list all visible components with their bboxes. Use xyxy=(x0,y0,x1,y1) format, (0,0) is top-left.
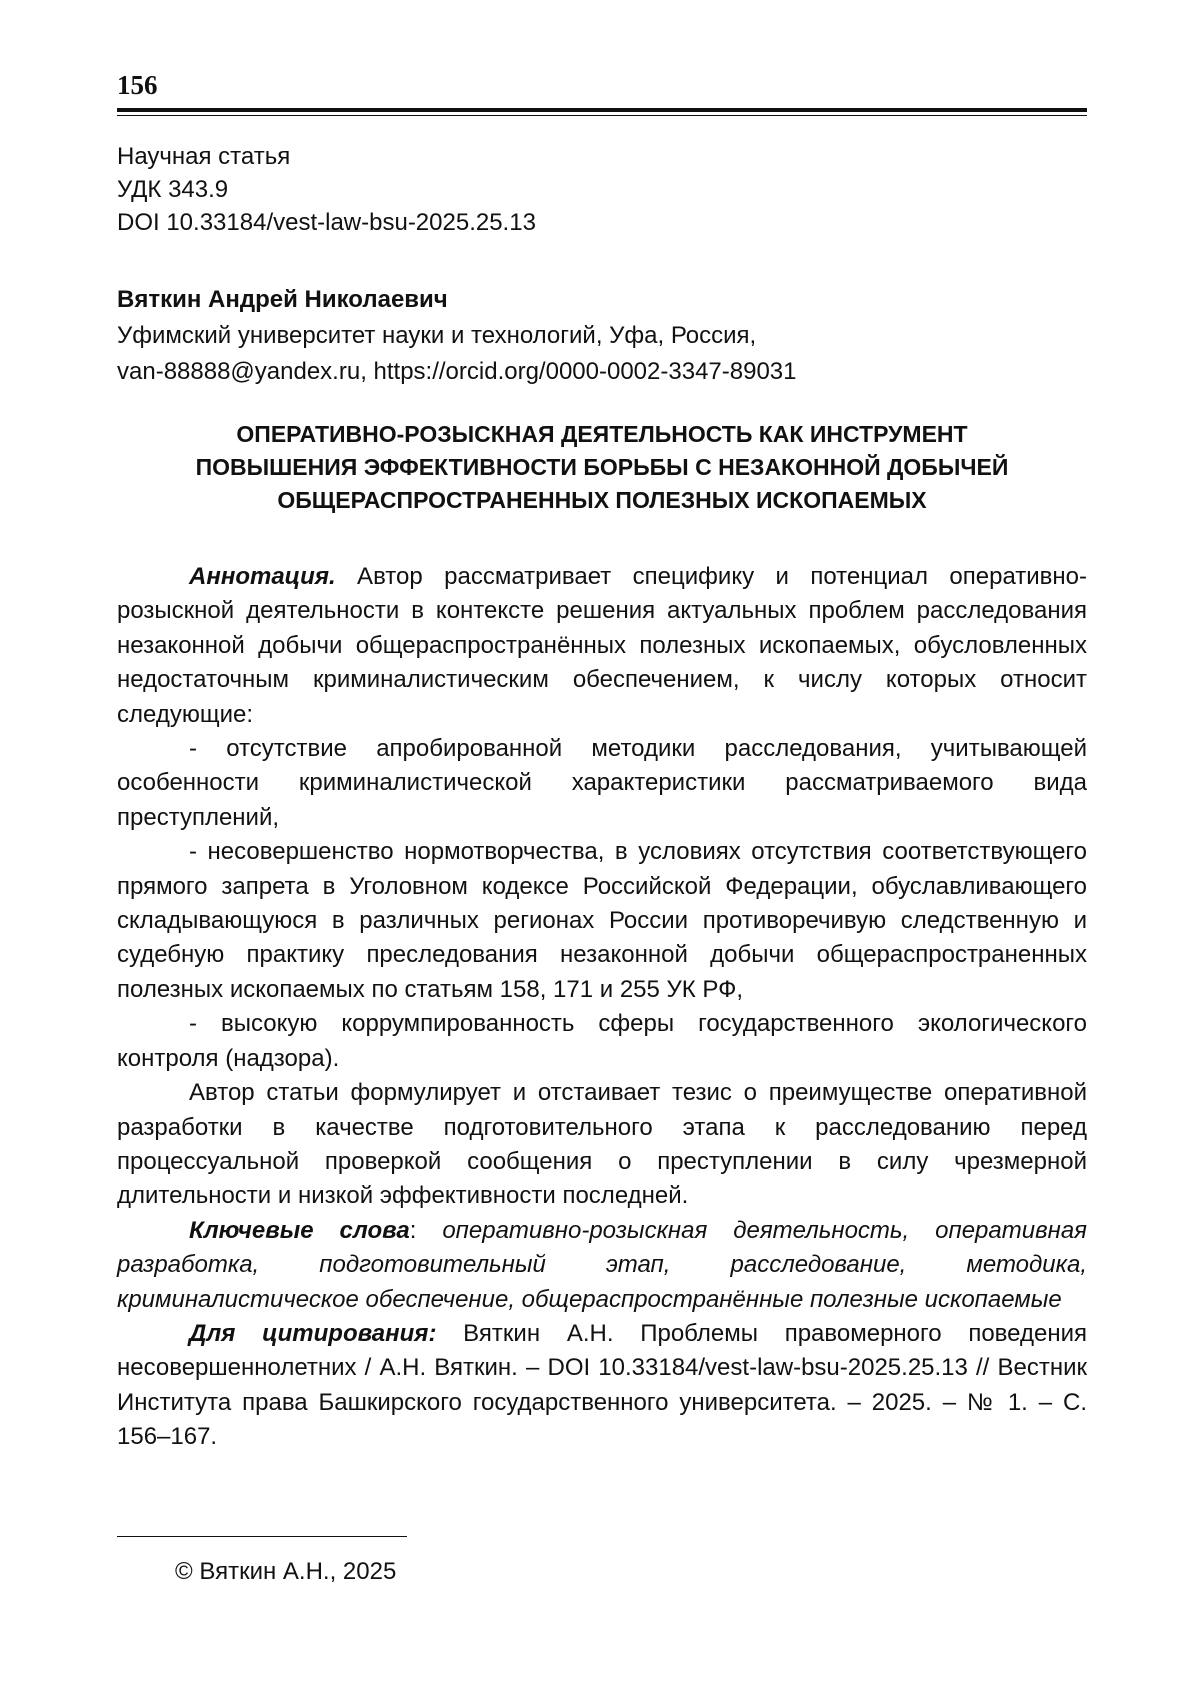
udc-code: УДК 343.9 xyxy=(117,176,229,203)
author-affiliation: Уфимский университет науки и технологий, Уфа, Россия, xyxy=(117,322,757,349)
doi: DOI 10.33184/vest-law-bsu-2025.25.13 xyxy=(117,209,536,236)
title-line: ОПЕРАТИВНО-РОЗЫСКНАЯ ДЕЯТЕЛЬНОСТЬ КАК ИНСТРУМЕНТ xyxy=(236,421,968,447)
copyright-footnote: © Вяткин А.Н., 2025 xyxy=(175,1558,397,1585)
article-meta xyxy=(117,140,536,239)
keywords xyxy=(117,1214,1087,1317)
abstract-item: - несовершенство нормотворчества, в условиях отсутствия соответствующего прямого запрета в Уголовном кодексе Российской Федерации, обуславливающего складывающуюся в различных регионах России противоречивую следственную и судебную практику преследования незаконной добычи общераспространенных полезных ископаемых по статьям 158, 171 и 255 УК РФ, xyxy=(117,838,1087,1003)
abstract-intro xyxy=(117,560,1087,732)
author-name: Вяткин Андрей Николаевич xyxy=(117,286,448,313)
abstract-item: - отсутствие апробированной методики расследования, учитывающей особенности криминалистической характеристики рассматриваемого вида преступлений, xyxy=(117,735,1087,831)
header-rule-thin xyxy=(117,115,1087,116)
header-rule-thick xyxy=(117,108,1087,112)
keywords-separator: : xyxy=(409,1216,417,1244)
author-contacts: van-88888@yandex.ru, https://orcid.org/0000-0002-3347-89031 xyxy=(117,358,797,385)
citation-text: Вяткин А.Н. Проблемы правомерного поведения несовершеннолетних / А.Н. Вяткин. – DOI 10.33184/vest-law-bsu-2025.25.13 // Вестник Института права Башкирского государственного университета. – 2025. – № 1. – С. 156–167. xyxy=(117,1319,1087,1451)
page-number: 156 xyxy=(117,70,158,100)
footnote-rule xyxy=(117,1536,407,1537)
title-line: ПОВЫШЕНИЯ ЭФФЕКТИВНОСТИ БОРЬБЫ С НЕЗАКОННОЙ ДОБЫЧЕЙ xyxy=(195,454,1009,480)
keywords-text: оперативно-розыскная деятельность, оперативная разработка, подготовительный этап, расследование, методика, криминалистическое обеспечение, общераспространённые полезные ископаемые xyxy=(117,1216,1087,1313)
abstract-label-punct: . xyxy=(328,563,336,590)
author-block xyxy=(117,282,797,390)
abstract-intro-text: Автор рассматривает специфику и потенциал оперативно-розыскной деятельности в контексте решения актуальных проблем расследования незаконной добычи общераспространённых полезных ископаемых, обусловленных недостаточным криминалистическим обеспечением, к числу которых относит следующие: xyxy=(117,563,1087,728)
title-line: ОБЩЕРАСПРОСТРАНЕННЫХ ПОЛЕЗНЫХ ИСКОПАЕМЫХ xyxy=(277,487,927,513)
keywords-label: Ключевые слова xyxy=(189,1216,410,1244)
citation-label: Для цитирования: xyxy=(189,1319,437,1347)
article-title xyxy=(117,418,1087,517)
article-type: Научная статья xyxy=(117,143,291,170)
abstract-conclusion: Автор статьи формулирует и отстаивает тезис о преимуществе оперативной разработки в качестве подготовительного этапа к расследованию перед процессуальной проверкой сообщения о преступлении в силу чрезмерной длительности и низкой эффективности последней. xyxy=(117,1079,1087,1210)
article-abstract-section xyxy=(117,560,1087,1455)
abstract-label: Аннотация xyxy=(189,563,329,590)
citation xyxy=(117,1317,1087,1455)
abstract-item: - высокую коррумпированность сферы государственного экологического контроля (надзора). xyxy=(117,1010,1087,1072)
